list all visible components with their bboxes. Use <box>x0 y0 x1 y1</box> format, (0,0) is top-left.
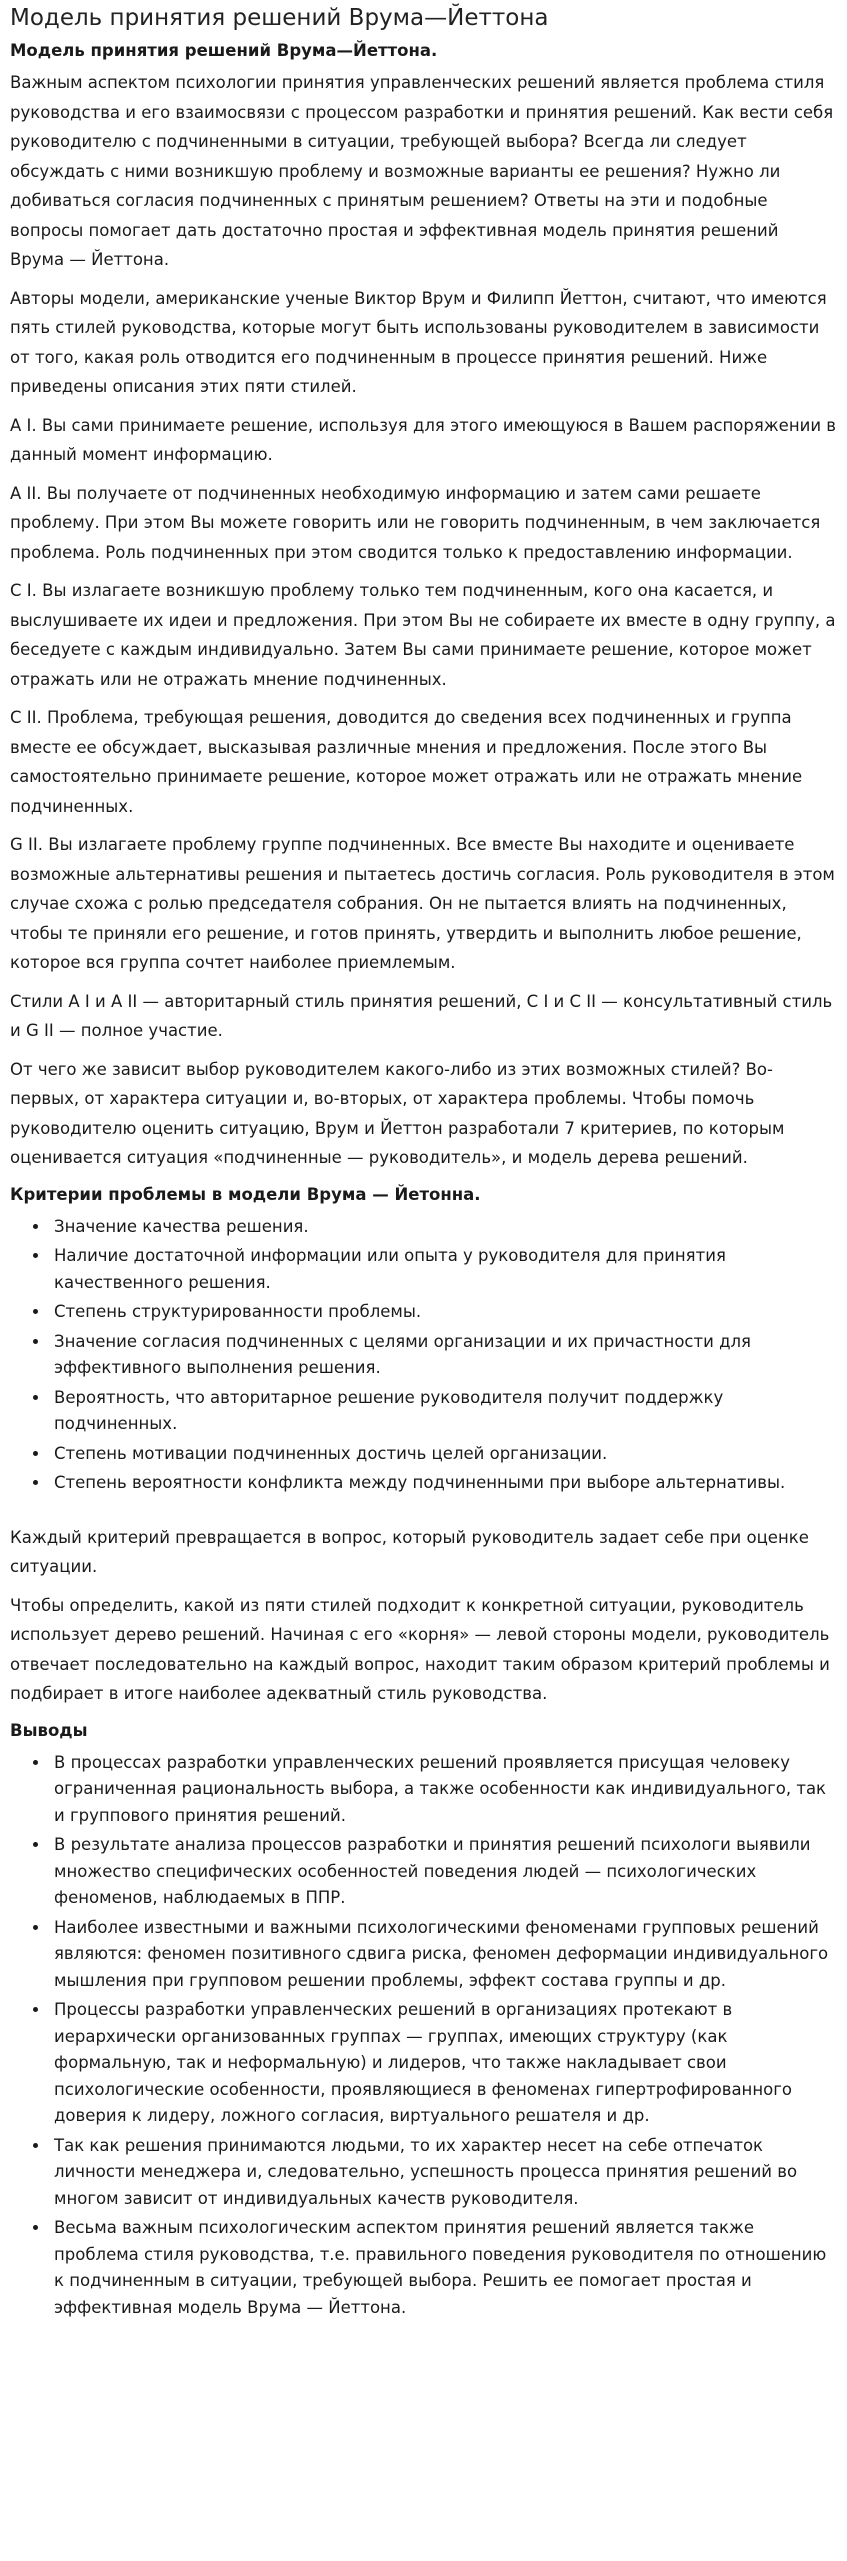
conclusion-item: • В результате анализа процессов разработки и принятия решений психологи выявили множество специфических особенностей поведения людей — психологических феноменов, наблюдаемых в ППР. <box>50 1832 837 1912</box>
criteria-question-paragraph: Каждый критерий превращается в вопрос, который руководитель задает себе при оценке ситуации. <box>10 1527 809 1576</box>
criteria-item: • Значение качества решения. <box>50 1214 837 1241</box>
conclusions-heading: Выводы <box>10 1720 88 1740</box>
article-subtitle: Модель принятия решений Врума—Йеттона. <box>10 41 438 60</box>
criteria-item: • Значение согласия подчиненных с целями организации и их причастности для эффективного выполнения решения. <box>50 1329 837 1382</box>
criteria-heading: Критерии проблемы в модели Врума — Йетонна. <box>10 1184 481 1204</box>
conclusion-item: • Процессы разработки управленческих решений в организациях протекают в иерархически организованных группах — группах, имеющих структуру (как формальную, так и неформальную) и лидеров, что также накладывает свои психологические особенности, проявляющиеся в феноменах гипертрофированного доверия к лидеру, ложного согласия, виртуального решателя и др. <box>50 1997 837 2130</box>
intro-paragraph: Важным аспектом психологии принятия управленческих решений является проблема стиля руководства и его взаимосвязи с процессом разработки и принятия решений. Как вести себя руководителю с подчиненными в ситуации, требующей выбора? Всегда ли следует обсуждать с ними возникшую проблему и возможные варианты ее решения? Нужно ли добиваться согласия подчиненных с принятым решением? Ответы на эти и подобные вопросы помогает дать достаточно простая и эффективная модель принятия решений Врума — Йеттона. <box>10 73 834 269</box>
conclusions-list <box>10 1750 837 2322</box>
styles-summary-paragraph: Стили A I и A II — авторитарный стиль принятия решений, C I и C II — консультативный стиль и G II — полное участие. <box>10 991 833 1040</box>
style-a2-paragraph: A II. Вы получаете от подчиненных необходимую информацию и затем сами решаете проблему. При этом Вы можете говорить или не говорить подчиненным, в чем заключается проблема. Роль подчиненных при этом сводится только к предоставлению информации. <box>10 483 821 562</box>
criteria-item: • Наличие достаточной информации или опыта у руководителя для принятия качественного решения. <box>50 1243 837 1296</box>
criteria-list <box>10 1214 837 1497</box>
conclusion-item: • Наиболее известными и важными психологическими феноменами групповых решений являются: феномен позитивного сдвига риска, феномен деформации индивидуального мышления при групповом решении проблемы, эффект состава группы и др. <box>50 1915 837 1995</box>
style-c1-paragraph: C I. Вы излагаете возникшую проблему только тем подчиненным, кого она касается, и выслушиваете их идеи и предложения. При этом Вы не собираете их вместе в одну группу, а беседуете с каждым индивидуально. Затем Вы сами принимаете решение, которое может отражать или не отражать мнение подчиненных. <box>10 581 836 689</box>
conclusion-item: • В процессах разработки управленческих решений проявляется присущая человеку ограниченная рациональность выбора, а также особенности как индивидуального, так и группового принятия решений. <box>50 1750 837 1830</box>
decision-tree-paragraph: Чтобы определить, какой из пяти стилей подходит к конкретной ситуации, руководитель использует дерево решений. Начиная с его «корня» — левой стороны модели, руководитель отвечает последовательно на каждый вопрос, находит таким образом критерий проблемы и подбирает в итоге наиболее адекватный стиль руководства. <box>10 1595 830 1703</box>
style-c2-paragraph: C II. Проблема, требующая решения, доводится до сведения всех подчиненных и группа вместе ее обсуждает, высказывая различные мнения и предложения. После этого Вы самостоятельно принимаете решение, которое может отражать или не отражать мнение подчиненных. <box>10 708 803 816</box>
page-title: Модель принятия решений Врума—Йеттона <box>10 5 549 31</box>
criteria-item: • Вероятность, что авторитарное решение руководителя получит поддержку подчиненных. <box>50 1385 837 1438</box>
criteria-intro-paragraph: От чего же зависит выбор руководителем какого-либо из этих возможных стилей? Во-первых, от характера ситуации и, во-вторых, от характера проблемы. Чтобы помочь руководителю оценить ситуацию, Врум и Йеттон разработали 7 критериев, по которым оценивается ситуация «подчиненные — руководитель», и модель дерева решений. <box>10 1059 785 1167</box>
criteria-item: • Степень мотивации подчиненных достичь целей организации. <box>50 1441 837 1468</box>
style-g2-paragraph: G II. Вы излагаете проблему группе подчиненных. Все вместе Вы находите и оцениваете возможные альтернативы решения и пытаетесь достичь согласия. Роль руководителя в этом случае схожа с ролью председателя собрания. Он не пытается влиять на подчиненных, чтобы те приняли его решение, и готов принять, утвердить и выполнить любое решение, которое вся группа сочтет наиболее приемлемым. <box>10 835 835 972</box>
style-a1-paragraph: A I. Вы сами принимаете решение, используя для этого имеющуюся в Вашем распоряжении в данный момент информацию. <box>10 415 837 464</box>
conclusion-item: • Так как решения принимаются людьми, то их характер несет на себе отпечаток личности менеджера и, следовательно, успешность процесса принятия решений во многом зависит от индивидуальных качеств руководителя. <box>50 2133 837 2213</box>
conclusion-item: • Весьма важным психологическим аспектом принятия решений является также проблема стиля руководства, т.е. правильного поведения руководителя по отношению к подчиненным в ситуации, требующей выбора. Решить ее помогает простая и эффективная модель Врума — Йеттона. <box>50 2215 837 2321</box>
criteria-item: • Степень вероятности конфликта между подчиненными при выборе альтернативы. <box>50 1470 837 1497</box>
intro-paragraph: Авторы модели, американские ученые Виктор Врум и Филипп Йеттон, считают, что имеются пять стилей руководства, которые могут быть использованы руководителем в зависимости от того, какая роль отводится его подчиненным в процессе принятия решений. Ниже приведены описания этих пяти стилей. <box>10 288 827 396</box>
criteria-item: • Степень структурированности проблемы. <box>50 1299 837 1326</box>
